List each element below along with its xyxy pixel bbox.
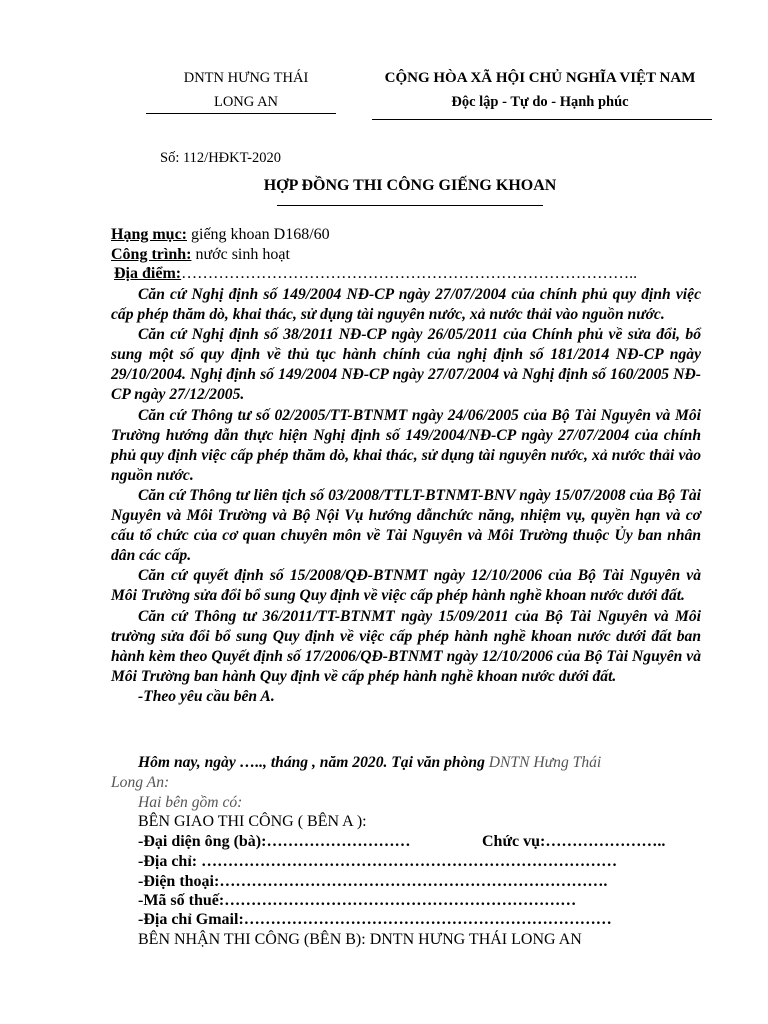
document-title: HỢP ĐỒNG THI CÔNG GIẾNG KHOAN: [263, 177, 557, 194]
legal-basis-paragraph: Căn cứ Thông tư 36/2011/TT-BTNMT ngày 15/09/2011 của Bộ Tài Nguyên và Môi trường sửa đổi bổ sung Quy định về việc cấp phép hành nghề khoan nước dưới đất ban hành kèm theo Quyết định số 17/2006/QĐ-BTNMT ngày 12/10/2006 của Bộ Tài Nguyên và Môi Trường ban hành Quy định về cấp phép hành nghề khoan nước dưới đất.: [111, 607, 701, 685]
document-number: Số: 112/HĐKT-2020: [160, 150, 281, 166]
company-name-line2: LONG AN: [213, 94, 279, 110]
position-field: Chức vụ:…………………..: [482, 833, 666, 850]
national-title: CỘNG HÒA XÃ HỘI CHỦ NGHĨA VIỆT NAM: [384, 70, 696, 86]
title-underline: [277, 205, 543, 206]
today-continuation: Long An:: [111, 774, 170, 791]
cong-trinh-label: Công trình:: [111, 246, 192, 263]
gmail-field: -Địa chỉ Gmail:……………………………………………………………: [138, 911, 612, 928]
national-motto: Độc lập - Tự do - Hạnh phúc: [451, 94, 629, 110]
dia-diem-line: [114, 265, 637, 283]
today-line: [138, 754, 601, 772]
dia-diem-value: …………………………………………………………………………..: [181, 265, 638, 282]
hang-muc-line: [111, 226, 330, 244]
legal-basis: [111, 285, 701, 707]
legal-basis-paragraph: Căn cứ Nghị định số 38/2011 NĐ-CP ngày 26/05/2011 của Chính phủ về sửa đổi, bổ sung một số quy định về thủ tục hành chính của nghị định số 181/2014 NĐ-CP ngày 29/10/2004. Nghị định số 149/2004 NĐ-CP ngày 27/07/2004 và Nghị định số 160/2005 NĐ-CP ngày 27/12/2005.: [111, 326, 701, 404]
parties-intro: Hai bên gồm có:: [138, 794, 243, 811]
company-underline: [146, 113, 336, 114]
legal-basis-paragraph: Căn cứ Thông tư số 02/2005/TT-BTNMT ngày 24/06/2005 của Bộ Tài Nguyên và Môi Trường hướng dẫn thực hiện Nghị định số 149/2004/NĐ-CP ngày 27/07/2004 của chính phủ quy định việc cấp phép thăm dò, khai thác, sử dụng tài nguyên nước, xả nước thải vào nguồn nước.: [111, 406, 701, 484]
address-field: -Địa chỉ: ……………………………………………………………………: [138, 853, 618, 870]
company-name-line1: DNTN HƯNG THÁI: [183, 70, 309, 86]
tax-code-field: -Mã số thuế:…………………………………………………………: [138, 892, 577, 909]
cong-trinh-line: [111, 246, 290, 264]
hang-muc-label: Hạng mục:: [111, 226, 187, 243]
motto-underline: [372, 119, 712, 120]
legal-basis-paragraph: Căn cứ Nghị định số 149/2004 NĐ-CP ngày 27/07/2004 của chính phủ quy định việc cấp phép thăm dò, khai thác, sử dụng tài nguyên nước, xả nước thải vào nguồn nước.: [111, 286, 701, 324]
today-company: DNTN Hưng Thái: [488, 754, 602, 771]
legal-basis-paragraph: Căn cứ quyết định số 15/2008/QĐ-BTNMT ngày 12/10/2006 của Bộ Tài Nguyên và Môi Trường sửa đổi bổ sung Quy định về việc cấp phép hành nghề khoan nước dưới đất.: [111, 567, 701, 605]
legal-basis-paragraph: Căn cứ Thông tư liên tịch số 03/2008/TTLT-BTNMT-BNV ngày 15/07/2008 của Bộ Tài Nguyên và Môi Trường và Bộ Nội Vụ hướng dẫnchức năng, nhiệm vụ, quyền hạn và cơ cấu tổ chức của cơ quan chuyên môn về Tài Nguyên và Môi Trường thuộc Ủy ban nhân dân các cấp.: [111, 486, 701, 565]
legal-basis-paragraph: -Theo yêu cầu bên A.: [138, 687, 275, 705]
party-a-heading: BÊN GIAO THI CÔNG ( BÊN A ):: [138, 813, 367, 830]
hang-muc-value: giếng khoan D168/60: [187, 226, 330, 243]
phone-field: -Điện thoại:……………………………………………………………….: [138, 873, 608, 890]
dia-diem-label: Địa điểm:: [114, 265, 182, 282]
party-b-heading: BÊN NHẬN THI CÔNG (BÊN B): DNTN HƯNG THÁI LONG AN: [138, 931, 582, 948]
today-text: Hôm nay, ngày ….., tháng , năm 2020. Tại văn phòng: [138, 754, 489, 771]
representative-field: -Đại diện ông (bà):………………………: [138, 833, 411, 850]
cong-trinh-value: nước sinh hoạt: [191, 246, 290, 263]
